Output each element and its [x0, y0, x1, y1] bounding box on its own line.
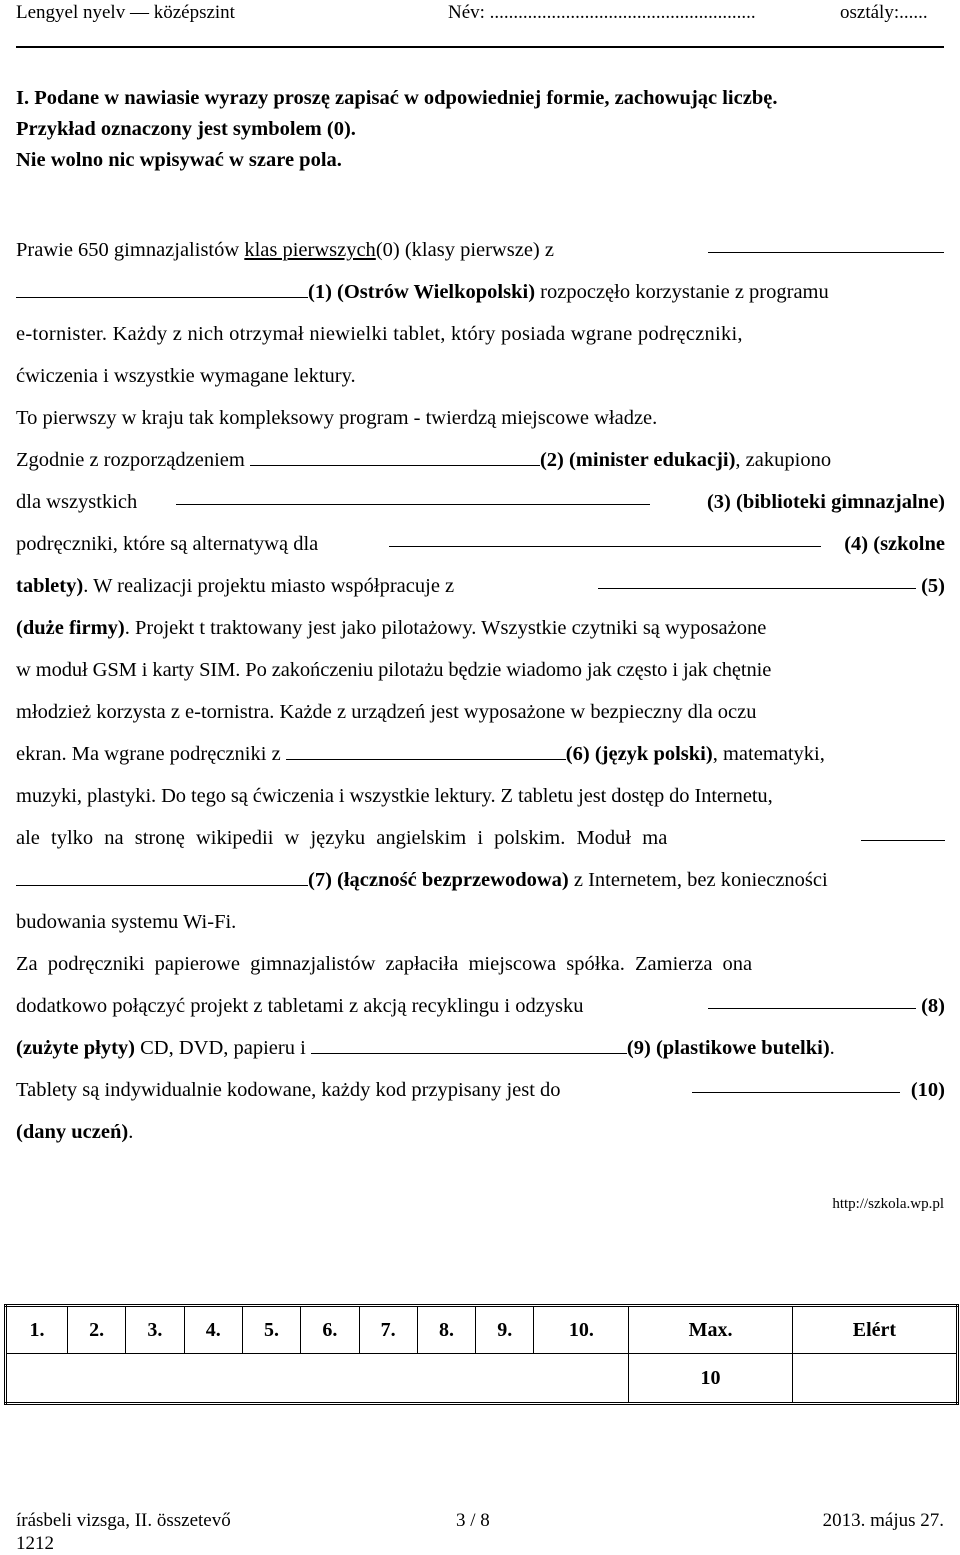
header-subject: Lengyel nyelv — középszint — [16, 2, 235, 23]
header-class-label: osztály:...... — [840, 2, 928, 23]
text-line-4: ćwiczenia i wszystkie wymagane lektury. — [16, 365, 356, 387]
text-line-16: (7) (łączność bezprzewodowa) z Internetem, bez konieczności — [16, 866, 945, 894]
instruction-title: I. Podane w nawiasie wyrazy proszę zapisać w odpowiedniej formie, zachowując liczbę. — [16, 87, 778, 109]
text-line-14: muzyki, plastyki. Do tego są ćwiczenia i wszystkie lektury. Z tabletu jest dostęp do Internetu, — [16, 785, 773, 807]
blank-6[interactable] — [286, 743, 566, 760]
blank-7a[interactable] — [861, 824, 945, 841]
text-line-7: dla wszystkich (3) (biblioteki gimnazjalne) — [16, 488, 945, 516]
score-table — [4, 1304, 959, 1405]
text-line-15: ale tylko na stronę wikipedii w języku angielskim i polskim. Moduł ma — [16, 824, 945, 852]
header-name-label: Név: ........................................................ — [448, 2, 756, 23]
text-line-19: dodatkowo połączyć projekt z tabletami z akcją recyklingu i odzysku (8) — [16, 992, 945, 1020]
blank-8[interactable] — [708, 992, 916, 1009]
text-line-13: ekran. Ma wgrane podręczniki z (6) (język polski), matematyki, — [16, 743, 825, 765]
score-col-8: 8. — [417, 1306, 475, 1354]
score-col-10: 10. — [534, 1306, 629, 1354]
score-col-2: 2. — [67, 1306, 125, 1354]
text-line-17: budowania systemu Wi-Fi. — [16, 911, 237, 933]
score-col-7: 7. — [359, 1306, 417, 1354]
footer-exam: írásbeli vizsga, II. összetevő — [16, 1510, 231, 1531]
text-line-10: (duże firmy). Projekt t traktowany jest jako pilotażowy. Wszystkie czytniki są wyposażone — [16, 617, 767, 639]
score-col-5: 5. — [242, 1306, 300, 1354]
score-col-6: 6. — [301, 1306, 359, 1354]
score-col-1: 1. — [6, 1306, 68, 1354]
example-answer: klas pierwszych — [244, 239, 376, 261]
text-line-11: w moduł GSM i karty SIM. Po zakończeniu pilotażu będzie wiadomo jak często i jak chętnie — [16, 659, 772, 681]
score-max-value: 10 — [629, 1354, 793, 1404]
blank-2[interactable] — [250, 449, 540, 466]
text-line-9: tablety). W realizacji projektu miasto współpracuje z (5) — [16, 572, 945, 600]
score-header-row — [6, 1306, 958, 1354]
instruction-grey: Nie wolno nic wpisywać w szare pola. — [16, 149, 342, 171]
blank-5[interactable] — [598, 572, 916, 589]
header-rule — [16, 46, 944, 48]
footer-date: 2013. május 27. — [822, 1510, 944, 1531]
text-line-2: (1) (Ostrów Wielkopolski) rozpoczęło korzystanie z programu — [16, 278, 945, 306]
text-line-12: młodzież korzysta z e-tornistra. Każde z urządzeń jest wyposażone w bezpieczny dla oczu — [16, 701, 757, 723]
text-line-6: Zgodnie z rozporządzeniem (2) (minister edukacji), zakupiono — [16, 449, 832, 471]
text-line-20: (zużyte płyty) CD, DVD, papieru i (9) (plastikowe butelki). — [16, 1037, 835, 1059]
blank-3[interactable] — [176, 488, 650, 505]
blank-7[interactable] — [16, 869, 308, 886]
text-line-8: podręczniki, które są alternatywą dla (4) (szkolne — [16, 530, 945, 558]
instruction-example: Przykład oznaczony jest symbolem (0). — [16, 118, 356, 140]
blank-1[interactable] — [16, 281, 308, 298]
text-line-3: e-tornister. Każdy z nich otrzymał niewielki tablet, który posiada wgrane podręczniki, — [16, 323, 743, 345]
score-col-4: 4. — [184, 1306, 242, 1354]
source-link: http://szkola.wp.pl — [832, 1196, 944, 1212]
footer-code: 1212 — [16, 1533, 54, 1554]
blank-10[interactable] — [692, 1076, 900, 1093]
text-line-18: Za podręczniki papierowe gimnazjalistów zapłaciła miejscowa spółka. Zamierza ona — [16, 953, 753, 975]
blank-4[interactable] — [389, 530, 821, 547]
footer-page: 3 / 8 — [456, 1510, 490, 1531]
score-col-3: 3. — [126, 1306, 184, 1354]
blank-9[interactable] — [311, 1037, 627, 1054]
score-col-max: Max. — [629, 1306, 793, 1354]
score-empty-area — [6, 1354, 629, 1404]
text-line-21: Tablety są indywidualnie kodowane, każdy kod przypisany jest do (10) — [16, 1076, 945, 1104]
score-achieved-value[interactable] — [792, 1354, 957, 1404]
score-value-row — [6, 1354, 958, 1404]
text-line-1: Prawie 650 gimnazjalistów klas pierwszych(0) (klasy pierwsze) z — [16, 236, 945, 264]
score-col-achieved: Elért — [792, 1306, 957, 1354]
text-line-5: To pierwszy w kraju tak kompleksowy program - twierdzą miejscowe władze. — [16, 407, 658, 429]
score-col-9: 9. — [476, 1306, 534, 1354]
blank-1a[interactable] — [708, 236, 944, 253]
text-line-22: (dany uczeń). — [16, 1121, 134, 1143]
